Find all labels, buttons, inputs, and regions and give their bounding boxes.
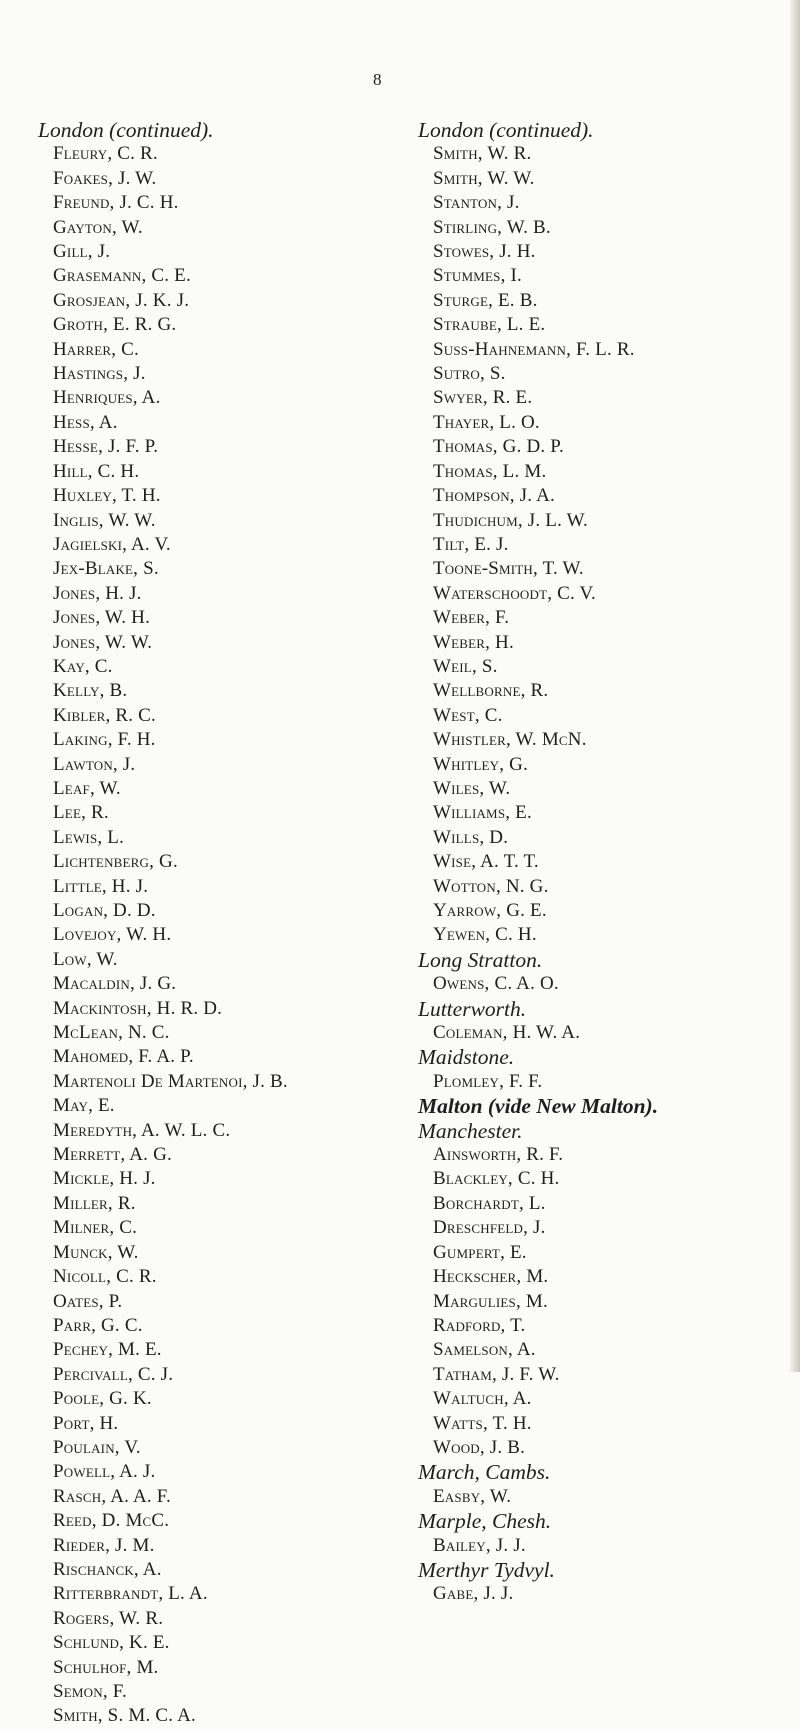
list-item: Grasemann, C. E. xyxy=(53,265,191,287)
section-heading: Marple, Chesh. xyxy=(418,1509,552,1534)
list-item: Parr, G. C. xyxy=(53,1314,143,1336)
list-item: Freund, J. C. H. xyxy=(53,192,179,214)
list-item: Percivall, C. J. xyxy=(53,1363,174,1385)
list-item: Weber, H. xyxy=(433,631,514,653)
list-item: Wise, A. T. T. xyxy=(433,851,539,873)
list-item: Easby, W. xyxy=(433,1485,512,1507)
list-item: Blackley, C. H. xyxy=(433,1168,560,1190)
list-item: Kay, C. xyxy=(53,655,113,677)
list-item: Ainsworth, R. F. xyxy=(433,1144,564,1166)
list-item: Macaldin, J. G. xyxy=(53,973,177,995)
list-item: Mahomed, F. A. P. xyxy=(53,1046,194,1068)
list-item: Schulhof, M. xyxy=(53,1656,159,1678)
list-item: Martenoli De Martenoi, J. B. xyxy=(53,1070,288,1092)
list-item: Jagielski, A. V. xyxy=(53,533,171,555)
list-item: Thudichum, J. L. W. xyxy=(433,509,589,531)
list-item: Merrett, A. G. xyxy=(53,1144,172,1166)
list-item: Rieder, J. M. xyxy=(53,1534,155,1556)
list-item: Gayton, W. xyxy=(53,216,143,238)
list-item: Borchardt, L. xyxy=(433,1192,546,1214)
list-item: Rogers, W. R. xyxy=(53,1607,164,1629)
list-item: Laking, F. H. xyxy=(53,729,156,751)
left-column xyxy=(38,118,388,1729)
list-item: Ritterbrandt, L. A. xyxy=(53,1583,208,1605)
list-item: Gill, J. xyxy=(53,241,111,263)
list-item: Smith, S. M. C. A. xyxy=(53,1705,196,1727)
section-heading: Lutterworth. xyxy=(418,996,527,1021)
list-item: Wiles, W. xyxy=(433,777,511,799)
list-item: Reed, D. McC. xyxy=(53,1510,170,1532)
list-item: Rasch, A. A. F. xyxy=(53,1485,171,1507)
list-item: Port, H. xyxy=(53,1412,119,1434)
list-item: Lawton, J. xyxy=(53,753,136,775)
section-heading: Malton (vide New Malton). xyxy=(418,1094,659,1119)
list-item: Wotton, N. G. xyxy=(433,875,549,897)
right-column xyxy=(418,118,793,1607)
list-item: Milner, C. xyxy=(53,1217,138,1239)
list-item: Owens, C. A. O. xyxy=(433,973,559,995)
list-item: Gumpert, E. xyxy=(433,1241,527,1263)
list-item: Kelly, B. xyxy=(53,680,128,702)
list-item: Dreschfeld, J. xyxy=(433,1217,546,1239)
list-item: May, E. xyxy=(53,1095,115,1117)
section-heading: London (continued). xyxy=(418,118,594,142)
list-item: Sturge, E. B. xyxy=(433,289,538,311)
list-item: West, C. xyxy=(433,704,503,726)
list-item: Rischanck, A. xyxy=(53,1558,162,1580)
list-item: Whistler, W. McN. xyxy=(433,729,587,751)
list-item: Stowes, J. H. xyxy=(433,241,536,263)
list-item: Williams, E. xyxy=(433,802,532,824)
list-item: Low, W. xyxy=(53,948,118,970)
section-heading: Merthyr Tydvyl. xyxy=(418,1557,555,1582)
list-item: Smith, W. W. xyxy=(433,167,535,189)
list-item: Oates, P. xyxy=(53,1290,123,1312)
list-item: Radford, T. xyxy=(433,1314,526,1336)
list-item: Stirling, W. B. xyxy=(433,216,551,238)
list-item: Poulain, V. xyxy=(53,1436,141,1458)
list-item: Kibler, R. C. xyxy=(53,704,156,726)
list-item: Huxley, T. H. xyxy=(53,485,161,507)
list-item: Waterschoodt, C. V. xyxy=(433,582,596,604)
list-item: Schlund, K. E. xyxy=(53,1632,170,1654)
list-item: Jex-Blake, S. xyxy=(53,558,159,580)
list-item: Foakes, J. W. xyxy=(53,167,157,189)
list-item: Leaf, W. xyxy=(53,777,121,799)
list-item: Toone-Smith, T. W. xyxy=(433,558,584,580)
list-item: Meredyth, A. W. L. C. xyxy=(53,1119,231,1141)
list-item: Tilt, E. J. xyxy=(433,533,509,555)
list-item: Stummes, I. xyxy=(433,265,522,287)
list-item: Heckscher, M. xyxy=(433,1266,549,1288)
list-item: Straube, L. E. xyxy=(433,314,546,336)
list-item: Henriques, A. xyxy=(53,387,161,409)
list-item: Poole, G. K. xyxy=(53,1388,152,1410)
list-item: Thomas, G. D. P. xyxy=(433,436,564,458)
list-item: Thayer, L. O. xyxy=(433,411,540,433)
list-item: Wood, J. B. xyxy=(433,1436,526,1458)
list-item: Inglis, W. W. xyxy=(53,509,156,531)
list-item: Hill, C. H. xyxy=(53,460,140,482)
list-item: Coleman, H. W. A. xyxy=(433,1022,581,1044)
list-item: Weber, F. xyxy=(433,607,510,629)
list-item: Smith, W. R. xyxy=(433,143,532,165)
section-heading: March, Cambs. xyxy=(418,1460,551,1485)
list-item: Thompson, J. A. xyxy=(433,485,555,507)
list-item: Suss-Hahnemann, F. L. R. xyxy=(433,338,635,360)
list-item: Munck, W. xyxy=(53,1241,139,1263)
list-item: Tatham, J. F. W. xyxy=(433,1363,560,1385)
list-item: Miller, R. xyxy=(53,1192,136,1214)
list-item: Lichtenberg, G. xyxy=(53,851,178,873)
list-item: Jones, W. W. xyxy=(53,631,153,653)
section-heading: Manchester. xyxy=(418,1118,523,1143)
list-item: Semon, F. xyxy=(53,1681,127,1702)
list-item: Jones, H. J. xyxy=(53,582,142,604)
list-item: Mickle, H. J. xyxy=(53,1168,156,1190)
list-item: Plomley, F. F. xyxy=(433,1070,543,1092)
list-item: Watts, T. H. xyxy=(433,1412,532,1434)
page-number: 8 xyxy=(373,70,382,89)
list-item: Mackintosh, H. R. D. xyxy=(53,997,223,1019)
list-item: Hastings, J. xyxy=(53,363,146,385)
list-item: Weil, S. xyxy=(433,655,498,677)
section-heading: Maidstone. xyxy=(418,1045,515,1070)
list-item: Whitley, G. xyxy=(433,753,529,775)
list-item: Waltuch, A. xyxy=(433,1388,532,1410)
list-item: Wills, D. xyxy=(433,826,509,848)
list-item: Stanton, J. xyxy=(433,192,520,214)
list-item: Sutro, S. xyxy=(433,363,506,385)
list-item: Harrer, C. xyxy=(53,338,139,360)
list-item: Logan, D. D. xyxy=(53,900,156,921)
list-item: Nicoll, C. R. xyxy=(53,1266,157,1288)
list-item: Pechey, M. E. xyxy=(53,1339,162,1361)
list-item: Samelson, A. xyxy=(433,1339,536,1361)
list-item: Hess, A. xyxy=(53,411,118,433)
list-item: Lovejoy, W. H. xyxy=(53,924,172,946)
list-item: Lee, R. xyxy=(53,802,109,824)
section-heading: Long Stratton. xyxy=(418,947,543,972)
list-item: Yewen, C. H. xyxy=(433,924,537,946)
list-item: McLean, N. C. xyxy=(53,1022,170,1044)
list-item: Wellborne, R. xyxy=(433,680,549,702)
list-item: Little, H. J. xyxy=(53,875,149,897)
list-item: Lewis, L. xyxy=(53,826,125,848)
list-item: Thomas, L. M. xyxy=(433,460,547,482)
list-item: Jones, W. H. xyxy=(53,607,151,629)
list-item: Grosjean, J. K. J. xyxy=(53,289,190,311)
list-item: Bailey, J. J. xyxy=(433,1534,526,1556)
list-item: Hesse, J. F. P. xyxy=(53,436,159,458)
list-item: Margulies, M. xyxy=(433,1290,548,1312)
list-item: Fleury, C. R. xyxy=(53,143,158,165)
list-item: Gabe, J. J. xyxy=(433,1583,514,1605)
section-heading: London (continued). xyxy=(38,118,214,142)
list-item: Swyer, R. E. xyxy=(433,387,533,409)
list-item: Powell, A. J. xyxy=(53,1461,156,1483)
list-item: Yarrow, G. E. xyxy=(433,900,547,921)
list-item: Groth, E. R. G. xyxy=(53,314,177,336)
